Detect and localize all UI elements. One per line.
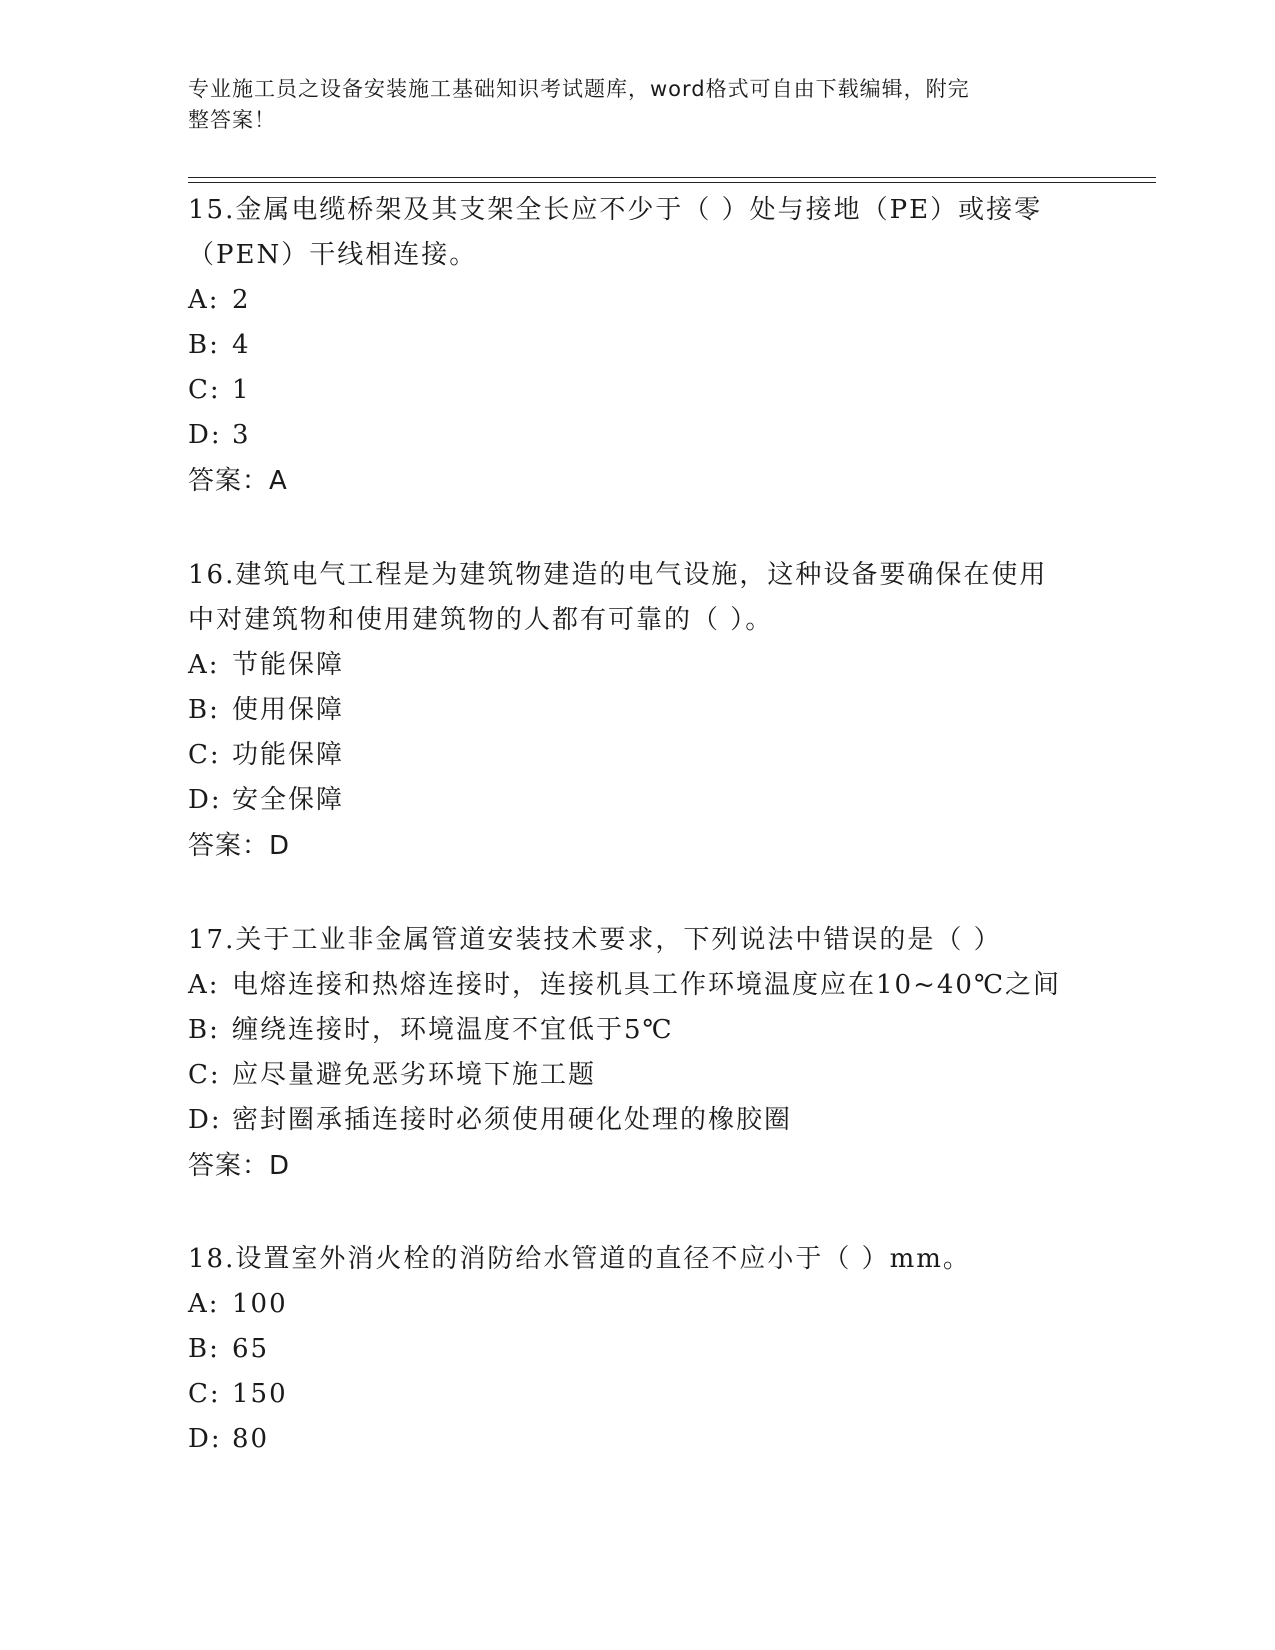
option-b [188,688,1068,733]
question-stem [188,918,1068,963]
option-c [188,1372,1068,1417]
question-15 [188,188,1068,504]
option-d [188,1098,1068,1143]
question-number: 17. [188,925,236,955]
option-d [188,413,1068,458]
option-text: 150 [232,1379,288,1409]
option-key: B: [188,330,220,360]
option-c [188,733,1068,778]
document-header [188,74,1068,136]
option-key: A: [188,1289,220,1319]
option-a [188,1282,1068,1327]
answer-line: 答案：D [188,1151,291,1181]
option-text: 65 [232,1334,270,1364]
option-key: A: [188,650,220,680]
option-a [188,278,1068,323]
option-key: D: [188,1105,222,1135]
question-17 [188,918,1068,1189]
option-text: 100 [232,1289,288,1319]
option-text: 4 [232,330,251,360]
option-c [188,368,1068,413]
question-stem [188,1237,1068,1282]
option-c [188,1053,1068,1098]
option-a [188,643,1068,688]
question-stem-line-2: 中对建筑物和使用建筑物的人都有可靠的（ ）。 [188,605,774,635]
question-number: 15. [188,195,236,225]
question-stem-line-1: 金属电缆桥架及其支架全长应不少于（ ）处与接地（PE）或接零 [235,195,1043,225]
option-key: B: [188,1015,220,1045]
header-intro-line-2: 整答案！ [188,108,276,132]
option-key: A: [188,285,220,315]
option-key: D: [188,420,222,450]
option-b [188,1008,1068,1053]
option-key: B: [188,695,220,725]
option-d [188,778,1068,823]
option-text: 安全保障 [232,785,345,815]
option-text: 3 [232,420,251,450]
option-text: 节能保障 [232,650,345,680]
question-number: 18. [188,1244,236,1274]
option-key: A: [188,970,220,1000]
option-text: 电熔连接和热熔连接时，连接机具工作环境温度应在10~40℃之间 [232,970,1062,1000]
option-key: C: [188,1060,221,1090]
option-text: 密封圈承插连接时必须使用硬化处理的橡胶圈 [232,1105,793,1135]
header-intro-line-1: 专业施工员之设备安装施工基础知识考试题库，word格式可自由下载编辑，附完 [188,77,970,101]
option-text: 2 [232,285,251,315]
question-stem [188,553,1068,598]
question-stem-line-2: （PEN）干线相连接。 [188,240,478,270]
option-key: C: [188,740,221,770]
option-text: 功能保障 [232,740,345,770]
option-text: 使用保障 [232,695,345,725]
option-text: 应尽量避免恶劣环境下施工题 [232,1060,597,1090]
option-key: C: [188,375,221,405]
option-text: 1 [232,375,251,405]
question-18 [188,1237,1068,1462]
question-stem-line-1: 建筑电气工程是为建筑物建造的电气设施，这种设备要确保在使用 [235,560,1048,590]
answer-line: 答案：A [188,466,288,496]
option-key: B: [188,1334,220,1364]
option-key: D: [188,1424,222,1454]
question-stem [188,188,1068,233]
option-key: C: [188,1379,221,1409]
question-stem-line-1: 设置室外消火栓的消防给水管道的直径不应小于（ ）mm。 [235,1244,971,1274]
option-b [188,323,1068,368]
header-divider-top [188,177,1156,178]
option-b [188,1327,1068,1372]
option-key: D: [188,785,222,815]
option-d [188,1417,1068,1462]
header-divider-bottom [188,182,1156,183]
option-text: 80 [232,1424,270,1454]
answer-line: 答案：D [188,831,291,861]
question-number: 16. [188,560,236,590]
question-16 [188,553,1068,869]
option-text: 缠绕连接时，环境温度不宜低于5℃ [232,1015,674,1045]
question-stem-line-1: 关于工业非金属管道安装技术要求，下列说法中错误的是（ ） [235,925,1002,955]
option-a [188,963,1068,1008]
